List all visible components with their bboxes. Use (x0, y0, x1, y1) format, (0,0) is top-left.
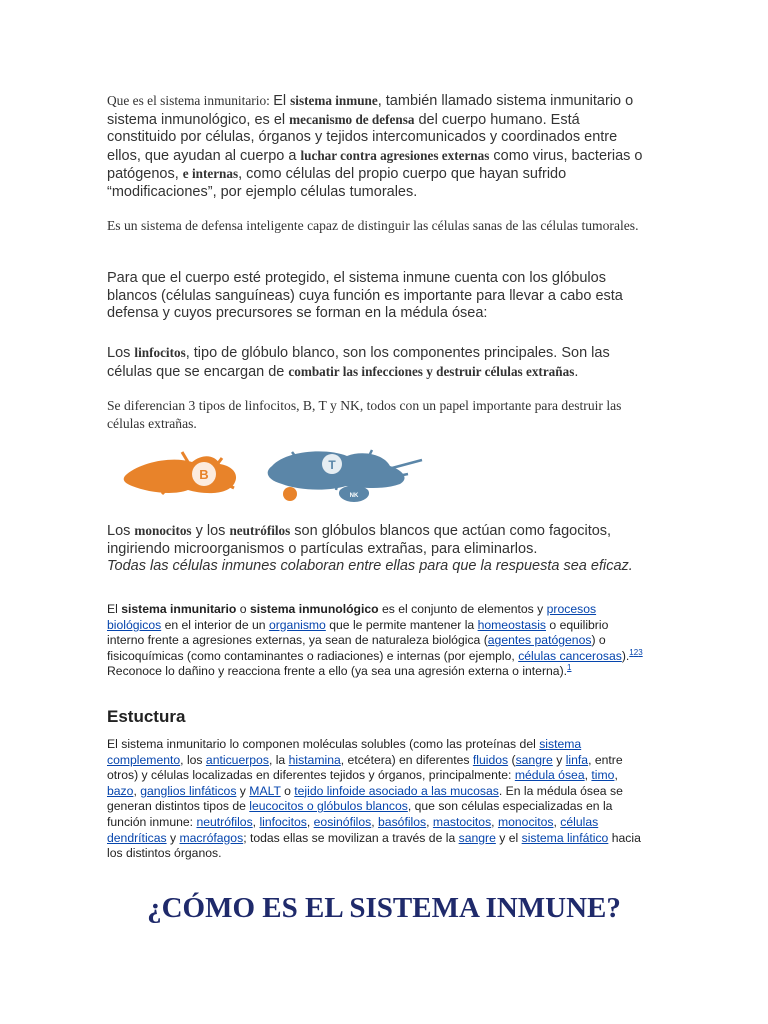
text-run: ; todas ellas se movilizan a través de la (243, 830, 459, 845)
bold-term: neutrófilos (229, 523, 291, 538)
text-run: , (426, 814, 433, 829)
bold-term: sistema inmunitario (121, 602, 237, 616)
ref-link-1b[interactable]: 1 (567, 663, 572, 673)
text-run: en el interior de un (161, 617, 269, 632)
text-run: ( (508, 752, 516, 767)
link-neutrofilos[interactable]: neutrófilos (196, 814, 253, 829)
link-homeostasis[interactable]: homeostasis (477, 617, 547, 632)
text-run: . En la médula ósea se generan distintos tipos de (107, 783, 623, 814)
monocitos-paragraph (107, 522, 652, 576)
text-run: El (273, 93, 291, 109)
nk-cell-label: NK (349, 493, 359, 499)
text-run: Los (107, 345, 135, 361)
link-malt[interactable]: MALT (249, 783, 281, 798)
link-sistema-complemento[interactable]: sistema complemento (107, 737, 582, 767)
link-histamina[interactable]: histamina (288, 752, 341, 767)
text-run: ) o fisicoquímicas (como contaminantes o radiaciones) e internas (por ejemplo, (107, 633, 606, 663)
text-run: , (371, 814, 379, 829)
wiki-definition-paragraph (107, 602, 647, 680)
link-eosinofilos[interactable]: eosinófilos (313, 814, 372, 829)
types-paragraph: Se diferencian 3 tipos de linfocitos, B, T y NK, todos con un papel importante para destruir las células extrañas. (107, 398, 622, 431)
link-macrofagos[interactable]: macrófagos (179, 830, 244, 845)
link-organismo[interactable]: organismo (268, 617, 326, 632)
bold-term: linfocitos (134, 345, 186, 360)
bold-term: sistema inmunológico (249, 602, 379, 616)
text-run: y (236, 783, 250, 798)
link-agentes-patogenos[interactable]: agentes patógenos (487, 633, 592, 648)
defense-paragraph: Es un sistema de defensa inteligente capaz de distinguir las células sanas de las células tumorales. (107, 218, 639, 233)
text-run: o (280, 783, 295, 798)
text-run: y el (495, 830, 522, 845)
link-tejido-linfoide[interactable]: tejido linfoide asociado a las mucosas (294, 783, 499, 798)
b-cell-label: B (199, 467, 209, 482)
link-ganglios-linfaticos[interactable]: ganglios linfáticos (140, 783, 237, 798)
intro-lead: Que es el sistema inmunitario: (107, 93, 274, 108)
section-heading: Estuctura (107, 707, 186, 726)
link-sistema-linfatico[interactable]: sistema linfático (521, 830, 609, 845)
ref-link-2[interactable]: 2 (633, 647, 639, 657)
link-basofilos[interactable]: basófilos (378, 814, 427, 829)
bold-term: mecanismo de defensa (289, 111, 415, 127)
link-medula-osea[interactable]: médula ósea (514, 768, 585, 783)
text-run: es el conjunto de elementos y (378, 602, 547, 616)
link-anticuerpos[interactable]: anticuerpos (205, 752, 269, 767)
text-run: del cuerpo humano. Está constituido por células, órganos y tejidos intercomunicados y coordinados entre ellos, que ayudan al cuerpo a (107, 111, 618, 164)
text-run: Los (107, 523, 135, 539)
lymphocytes-illustration (122, 444, 432, 506)
linfocitos-paragraph (107, 344, 652, 381)
text-run: , etcétera) en diferentes (340, 752, 473, 767)
text-run: , también llamado sistema inmunitario o sistema inmunológico, es el (107, 93, 634, 128)
text-run: El (107, 602, 122, 616)
text-run: , (252, 814, 260, 829)
text-run: , que son células especializadas en la función inmune: (107, 799, 613, 829)
text-run: o equilibrio interno frente a agresiones externas, ya sean de naturaleza biológica ( (107, 617, 609, 648)
text-run: o (236, 602, 250, 616)
text-run: , tipo de glóbulo blanco, son los componentes principales. Son las células que se encargan de (107, 345, 610, 380)
text-run: que le permite mantener la (325, 617, 478, 632)
link-celulas-dendriticas[interactable]: células dendríticas (107, 814, 599, 845)
text-run: , (553, 814, 561, 829)
link-monocitos[interactable]: monocitos (497, 814, 554, 829)
ref-link-1[interactable]: 1 (629, 647, 634, 657)
text-run: , (491, 814, 498, 829)
bold-term: luchar contra agresiones externas (300, 147, 490, 163)
text-run: , (584, 768, 592, 783)
text-run: El sistema inmunitario lo componen moléculas solubles (como las proteínas del (107, 737, 540, 751)
bold-term: combatir las infecciones y destruir células extrañas (288, 363, 575, 379)
link-timo[interactable]: timo (591, 768, 615, 783)
bold-term: sistema inmune (290, 93, 378, 108)
link-sangre[interactable]: sangre (515, 752, 553, 767)
link-linfa[interactable]: linfa (565, 752, 589, 767)
text-run: ). (621, 648, 630, 663)
nk-cell-image (339, 486, 369, 503)
text-run: y (166, 830, 180, 845)
text-run: . (574, 363, 579, 380)
bold-term: e internas (182, 166, 239, 182)
text-run: hacia los distintos órganos. (107, 830, 641, 861)
italic-note: Todas las células inmunes colaboran entre ellas para que la respuesta sea eficaz. (107, 558, 633, 575)
wiki-structure-paragraph (107, 737, 647, 862)
small-cell-image (283, 487, 297, 501)
ref-link-3[interactable]: 3 (638, 647, 643, 657)
t-cell-image (268, 450, 422, 490)
link-celulas-cancerosas[interactable]: células cancerosas (518, 648, 622, 663)
text-run: y (552, 752, 566, 767)
text-run: Reconoce lo dañino y reacciona frente a ello (ya sea una agresión externa o interna). (107, 664, 568, 679)
b-cell-image (124, 452, 236, 494)
text-run: , entre otros) y células localizadas en diferentes tejidos y órganos, principalmente: (107, 752, 623, 783)
text-run: y los (191, 523, 230, 539)
text-run: , los (180, 752, 206, 767)
white-cells-paragraph: Para que el cuerpo esté protegido, el sistema inmune cuenta con los glóbulos blancos (células sanguíneas) cuya función es importante para llevar a cabo esta defensa y cuyos precursores se forman en la médula ósea: (107, 270, 623, 322)
link-mastocitos[interactable]: mastocitos (432, 814, 492, 829)
text-run: son glóbulos blancos que actúan como fagocitos, ingiriendo microorganismos o partículas extrañas, para eliminarlos. (107, 523, 612, 557)
link-fluidos[interactable]: fluidos (472, 752, 509, 767)
text-run: , (306, 814, 314, 829)
text-run: como virus, bacterias o patógenos, (107, 147, 643, 183)
link-leucocitos[interactable]: leucocitos o glóbulos blancos (249, 799, 408, 814)
bold-term: monocitos (134, 523, 192, 538)
main-title: ¿CÓMO ES EL SISTEMA INMUNE? (147, 892, 621, 924)
text-run: , como células del propio cuerpo que hayan sufrido “modificaciones”, por ejemplo células tumorales. (107, 166, 567, 200)
t-cell-label: T (328, 458, 336, 472)
text-run: , (614, 768, 618, 783)
text-run: , (133, 783, 141, 798)
link-procesos-biologicos[interactable]: procesos biológicos (107, 602, 597, 632)
link-sangre-2[interactable]: sangre (458, 830, 496, 845)
link-bazo[interactable]: bazo (107, 783, 134, 798)
intro-paragraph (107, 92, 652, 202)
text-run: , la (268, 752, 289, 767)
link-linfocitos[interactable]: linfocitos (259, 814, 307, 829)
